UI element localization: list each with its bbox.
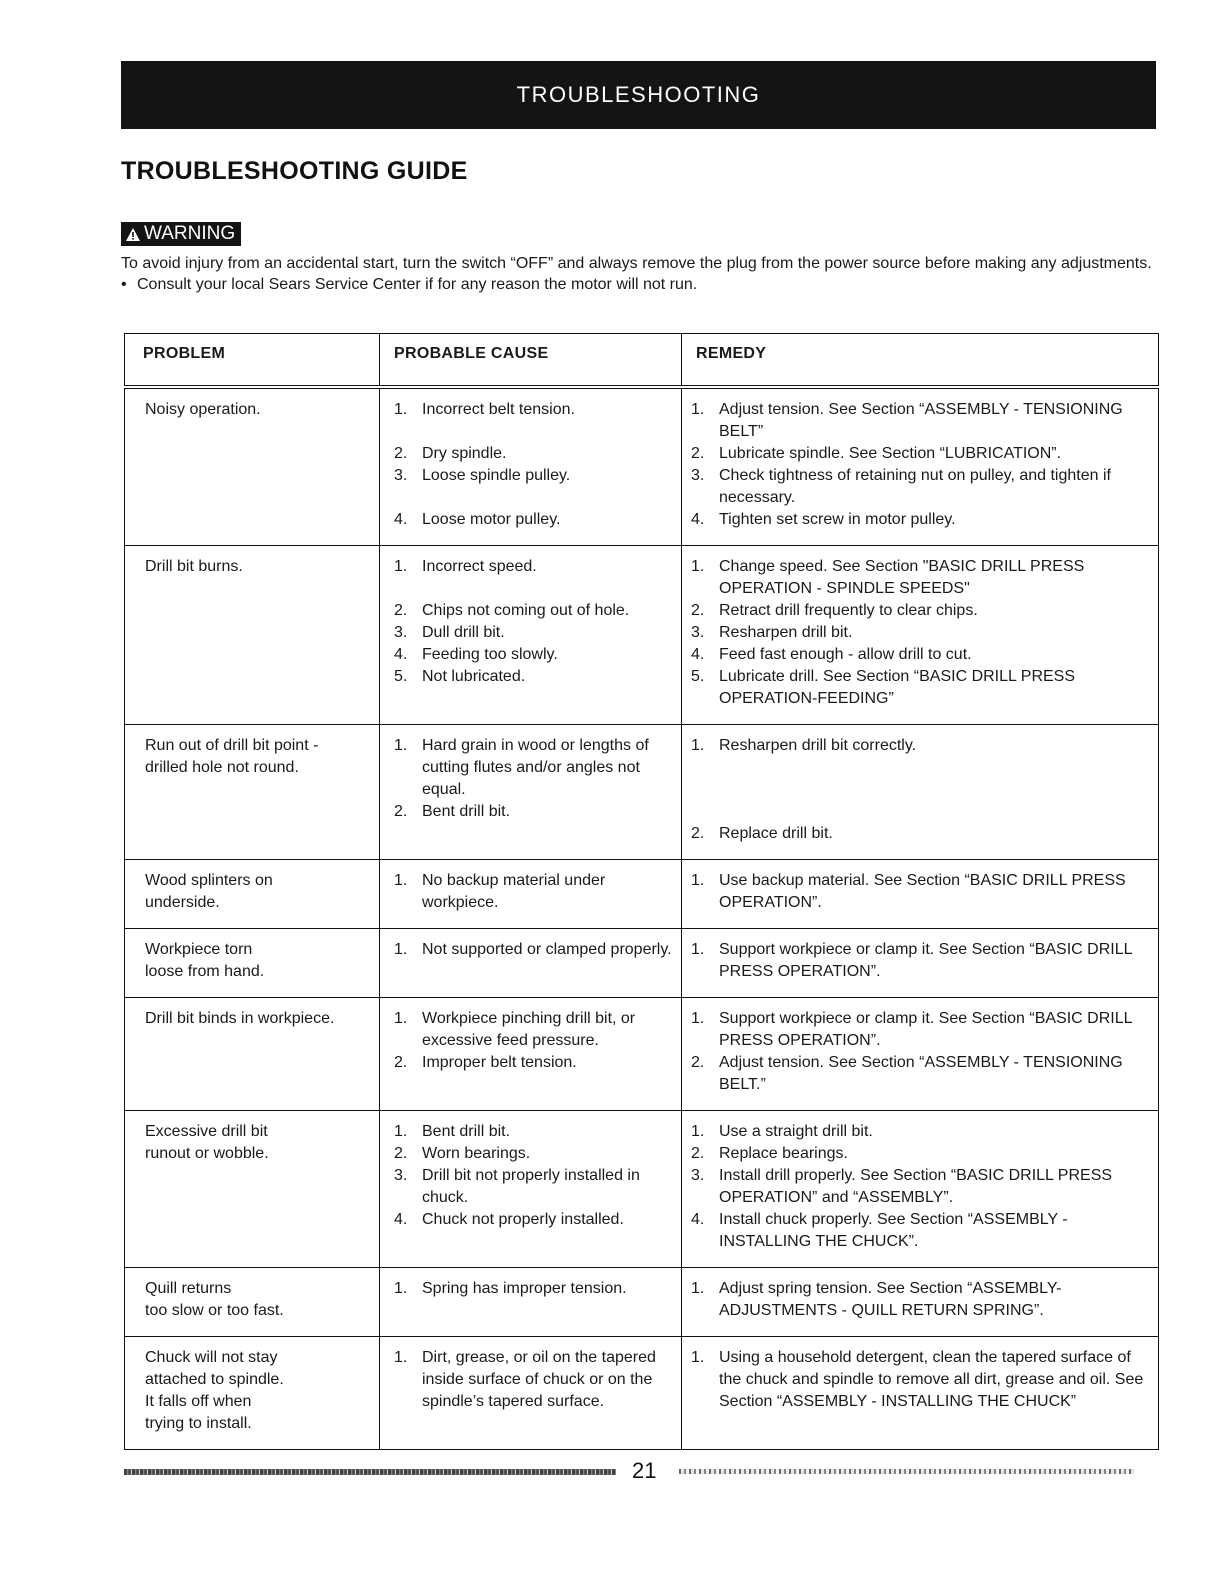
- problem-text: drilled hole not round.: [145, 759, 299, 776]
- cause-number: 1.: [394, 401, 408, 418]
- problem-cell: [125, 1337, 380, 1450]
- cause-number: 1.: [394, 1123, 408, 1140]
- remedy-number: 2.: [691, 1145, 705, 1162]
- cause-text: Incorrect speed.: [422, 558, 537, 575]
- footer-rule-right: [679, 1469, 1134, 1474]
- remedy-text: Replace bearings.: [719, 1145, 848, 1162]
- remedy-number: 4.: [691, 646, 705, 663]
- remedy-text: Support workpiece or clamp it. See Section “BASIC DRILL PRESS OPERATION”.: [719, 941, 1132, 980]
- cause-number: 3.: [394, 1167, 408, 1184]
- cause-item: [394, 1278, 677, 1300]
- warning-text: [121, 254, 1161, 295]
- remedy-item: [691, 1143, 1154, 1165]
- cause-text: Chips not coming out of hole.: [422, 602, 630, 619]
- remedy-item: [691, 644, 1154, 666]
- remedy-text: Replace drill bit.: [719, 825, 833, 842]
- remedy-text: Retract drill frequently to clear chips.: [719, 602, 978, 619]
- cause-text: Dirt, grease, or oil on the tapered inside surface of chuck or on the spindle’s tapered surface.: [422, 1349, 656, 1410]
- section-banner: [121, 61, 1156, 129]
- cause-item: [394, 600, 677, 622]
- cause-item: [394, 399, 677, 421]
- remedy-number: 2.: [691, 602, 705, 619]
- cause-text: Chuck not properly installed.: [422, 1211, 624, 1228]
- cause-item: [394, 666, 677, 688]
- table-row: [125, 1111, 1159, 1268]
- warning-bullet: • Consult your local Sears Service Center if for any reason the motor will not run.: [121, 276, 698, 293]
- warning-bullet-text: Consult your local Sears Service Center if for any reason the motor will not run.: [137, 276, 698, 293]
- cause-item: [394, 1008, 677, 1052]
- cause-number: 1.: [394, 1010, 408, 1027]
- troubleshooting-table: [124, 333, 1159, 1450]
- remedy-text: Install drill properly. See Section “BASIC DRILL PRESS OPERATION” and “ASSEMBLY”.: [719, 1167, 1113, 1206]
- cause-number: 2.: [394, 1145, 408, 1162]
- table-row: [125, 1337, 1159, 1450]
- footer-rule-left: [124, 1469, 616, 1475]
- problem-text: Drill bit burns.: [145, 558, 243, 575]
- cause-item: [394, 509, 677, 531]
- cause-text: Loose motor pulley.: [422, 511, 561, 528]
- cause-cell: [380, 998, 682, 1111]
- remedy-number: 5.: [691, 668, 705, 685]
- cause-text: Hard grain in wood or lengths of cutting flutes and/or angles not equal.: [422, 737, 649, 798]
- table-row: [125, 1268, 1159, 1337]
- remedy-item: [691, 1121, 1154, 1143]
- cause-text: Not lubricated.: [422, 668, 526, 685]
- problem-text: Chuck will not stay: [145, 1349, 278, 1366]
- cause-cell: [380, 860, 682, 929]
- remedy-cell: [682, 546, 1159, 725]
- cause-number: 2.: [394, 803, 408, 820]
- line-spacer: [394, 487, 677, 509]
- header-problem: PROBLEM: [125, 334, 380, 388]
- remedy-text: Using a household detergent, clean the tapered surface of the chuck and spindle to remove all dirt, grease and oil. See Section “ASSEMBLY - INSTALLING THE CHUCK”: [719, 1349, 1144, 1410]
- cause-number: 4.: [394, 646, 408, 663]
- cause-number: 3.: [394, 624, 408, 641]
- cause-item: [394, 735, 677, 801]
- table-header-row: [125, 334, 1159, 388]
- remedy-item: [691, 1052, 1154, 1096]
- remedy-cell: [682, 929, 1159, 998]
- remedy-number: 2.: [691, 825, 705, 842]
- remedy-item: [691, 1008, 1154, 1052]
- remedy-number: 1.: [691, 1349, 705, 1366]
- remedy-number: 3.: [691, 1167, 705, 1184]
- table-row: [125, 546, 1159, 725]
- remedy-number: 3.: [691, 624, 705, 641]
- remedy-number: 2.: [691, 445, 705, 462]
- problem-cell: [125, 725, 380, 860]
- remedy-item: [691, 465, 1154, 509]
- cause-text: Spring has improper tension.: [422, 1280, 627, 1297]
- remedy-item: [691, 870, 1154, 914]
- remedy-text: Feed fast enough - allow drill to cut.: [719, 646, 972, 663]
- warning-badge: [121, 222, 241, 246]
- remedy-number: 1.: [691, 401, 705, 418]
- line-spacer: [691, 779, 1154, 801]
- remedy-text: Lubricate spindle. See Section “LUBRICATION”.: [719, 445, 1062, 462]
- cause-number: 4.: [394, 1211, 408, 1228]
- remedy-number: 1.: [691, 1123, 705, 1140]
- problem-text: Workpiece torn: [145, 941, 253, 958]
- banner-title: TROUBLESHOOTING: [516, 82, 761, 107]
- cause-number: 2.: [394, 1054, 408, 1071]
- cause-item: [394, 939, 677, 961]
- line-spacer: [394, 578, 677, 600]
- problem-text: too slow or too fast.: [145, 1302, 284, 1319]
- cause-item: [394, 443, 677, 465]
- table-row: [125, 998, 1159, 1111]
- line-spacer: [691, 757, 1154, 779]
- cause-item: [394, 801, 677, 823]
- cause-text: Drill bit not properly installed in chuck.: [422, 1167, 640, 1206]
- cause-item: [394, 556, 677, 578]
- cause-item: [394, 1052, 677, 1074]
- cause-text: Worn bearings.: [422, 1145, 531, 1162]
- cause-text: Bent drill bit.: [422, 1123, 511, 1140]
- cause-cell: [380, 1268, 682, 1337]
- cause-item: [394, 622, 677, 644]
- cause-text: Workpiece pinching drill bit, or excessive feed pressure.: [422, 1010, 636, 1049]
- page-number: 21: [632, 1458, 657, 1483]
- warning-triangle-icon: [125, 227, 141, 242]
- problem-cell: [125, 546, 380, 725]
- remedy-number: 1.: [691, 737, 705, 754]
- remedy-number: 3.: [691, 467, 705, 484]
- cause-text: Not supported or clamped properly.: [422, 941, 672, 958]
- cause-text: No backup material under workpiece.: [422, 872, 606, 911]
- remedy-cell: [682, 998, 1159, 1111]
- problem-text: attached to spindle.: [145, 1371, 284, 1388]
- cause-item: [394, 870, 677, 914]
- cause-cell: [380, 546, 682, 725]
- remedy-cell: [682, 1337, 1159, 1450]
- cause-text: Loose spindle pulley.: [422, 467, 571, 484]
- table-row: [125, 860, 1159, 929]
- remedy-text: Tighten set screw in motor pulley.: [719, 511, 956, 528]
- cause-number: 4.: [394, 511, 408, 528]
- remedy-item: [691, 622, 1154, 644]
- problem-text: Drill bit binds in workpiece.: [145, 1010, 335, 1027]
- remedy-text: Use backup material. See Section “BASIC DRILL PRESS OPERATION”.: [719, 872, 1126, 911]
- page-footer: [124, 1458, 1134, 1488]
- table-row: [125, 929, 1159, 998]
- table-row: [125, 387, 1159, 546]
- problem-text: Run out of drill bit point -: [145, 737, 319, 754]
- cause-text: Dry spindle.: [422, 445, 507, 462]
- cause-number: 3.: [394, 467, 408, 484]
- cause-item: [394, 1121, 677, 1143]
- remedy-text: Lubricate drill. See Section “BASIC DRILL PRESS OPERATION-FEEDING”: [719, 668, 1076, 707]
- remedy-text: Adjust tension. See Section “ASSEMBLY - TENSIONING BELT”: [719, 401, 1123, 440]
- remedy-text: Adjust tension. See Section “ASSEMBLY - TENSIONING BELT.”: [719, 1054, 1123, 1093]
- problem-cell: [125, 929, 380, 998]
- cause-number: 1.: [394, 872, 408, 889]
- header-probable-cause: PROBABLE CAUSE: [380, 334, 682, 388]
- remedy-cell: [682, 725, 1159, 860]
- cause-cell: [380, 1337, 682, 1450]
- remedy-text: Check tightness of retaining nut on pulley, and tighten if necessary.: [719, 467, 1111, 506]
- cause-number: 2.: [394, 445, 408, 462]
- problem-cell: [125, 1268, 380, 1337]
- page-title: TROUBLESHOOTING GUIDE: [121, 157, 468, 185]
- line-spacer: [394, 421, 677, 443]
- problem-text: It falls off when: [145, 1393, 252, 1410]
- remedy-cell: [682, 387, 1159, 546]
- remedy-item: [691, 1165, 1154, 1209]
- remedy-number: 1.: [691, 872, 705, 889]
- problem-text: Excessive drill bit: [145, 1123, 268, 1140]
- remedy-item: [691, 600, 1154, 622]
- cause-text: Dull drill bit.: [422, 624, 505, 641]
- cause-item: [394, 1209, 677, 1231]
- remedy-number: 1.: [691, 1280, 705, 1297]
- remedy-item: [691, 823, 1154, 845]
- remedy-text: Adjust spring tension. See Section “ASSEMBLY-ADJUSTMENTS - QUILL RETURN SPRING”.: [719, 1280, 1062, 1319]
- remedy-text: Use a straight drill bit.: [719, 1123, 873, 1140]
- cause-item: [394, 644, 677, 666]
- remedy-item: [691, 735, 1154, 757]
- remedy-number: 4.: [691, 1211, 705, 1228]
- remedy-item: [691, 509, 1154, 531]
- remedy-number: 1.: [691, 1010, 705, 1027]
- remedy-item: [691, 443, 1154, 465]
- header-remedy: REMEDY: [682, 334, 1159, 388]
- remedy-item: [691, 399, 1154, 443]
- problem-text: underside.: [145, 894, 220, 911]
- cause-cell: [380, 929, 682, 998]
- warning-label: WARNING: [144, 223, 236, 244]
- problem-text: Quill returns: [145, 1280, 232, 1297]
- problem-text: runout or wobble.: [145, 1145, 269, 1162]
- cause-number: 5.: [394, 668, 408, 685]
- problem-text: Noisy operation.: [145, 401, 261, 418]
- problem-text: trying to install.: [145, 1415, 252, 1432]
- problem-cell: [125, 860, 380, 929]
- cause-number: 1.: [394, 737, 408, 754]
- remedy-cell: [682, 1268, 1159, 1337]
- line-spacer: [691, 801, 1154, 823]
- problem-cell: [125, 1111, 380, 1268]
- cause-text: Improper belt tension.: [422, 1054, 577, 1071]
- cause-item: [394, 465, 677, 487]
- cause-item: [394, 1165, 677, 1209]
- remedy-item: [691, 1278, 1154, 1322]
- cause-text: Bent drill bit.: [422, 803, 511, 820]
- remedy-text: Change speed. See Section "BASIC DRILL PRESS OPERATION - SPINDLE SPEEDS": [719, 558, 1085, 597]
- remedy-cell: [682, 1111, 1159, 1268]
- remedy-item: [691, 939, 1154, 983]
- cause-number: 2.: [394, 602, 408, 619]
- remedy-text: Install chuck properly. See Section “ASSEMBLY -INSTALLING THE CHUCK”.: [719, 1211, 1068, 1250]
- problem-cell: [125, 998, 380, 1111]
- cause-number: 1.: [394, 941, 408, 958]
- remedy-number: 4.: [691, 511, 705, 528]
- remedy-number: 2.: [691, 1054, 705, 1071]
- cause-item: [394, 1347, 677, 1413]
- cause-cell: [380, 1111, 682, 1268]
- table-row: [125, 725, 1159, 860]
- cause-number: 1.: [394, 1349, 408, 1366]
- cause-cell: [380, 725, 682, 860]
- table-body: [125, 387, 1159, 1450]
- remedy-text: Resharpen drill bit.: [719, 624, 853, 641]
- cause-number: 1.: [394, 1280, 408, 1297]
- remedy-text: Support workpiece or clamp it. See Section “BASIC DRILL PRESS OPERATION”.: [719, 1010, 1132, 1049]
- remedy-number: 1.: [691, 941, 705, 958]
- remedy-item: [691, 556, 1154, 600]
- cause-text: Feeding too slowly.: [422, 646, 558, 663]
- warning-paragraph: To avoid injury from an accidental start, turn the switch “OFF” and always remove the plug from the power source before making any adjustments.: [121, 255, 1152, 272]
- cause-cell: [380, 387, 682, 546]
- remedy-cell: [682, 860, 1159, 929]
- remedy-number: 1.: [691, 558, 705, 575]
- remedy-item: [691, 666, 1154, 710]
- cause-item: [394, 1143, 677, 1165]
- problem-text: Wood splinters on: [145, 872, 273, 889]
- remedy-item: [691, 1209, 1154, 1253]
- cause-text: Incorrect belt tension.: [422, 401, 575, 418]
- problem-text: loose from hand.: [145, 963, 265, 980]
- cause-number: 1.: [394, 558, 408, 575]
- problem-cell: [125, 387, 380, 546]
- remedy-item: [691, 1347, 1154, 1413]
- remedy-text: Resharpen drill bit correctly.: [719, 737, 917, 754]
